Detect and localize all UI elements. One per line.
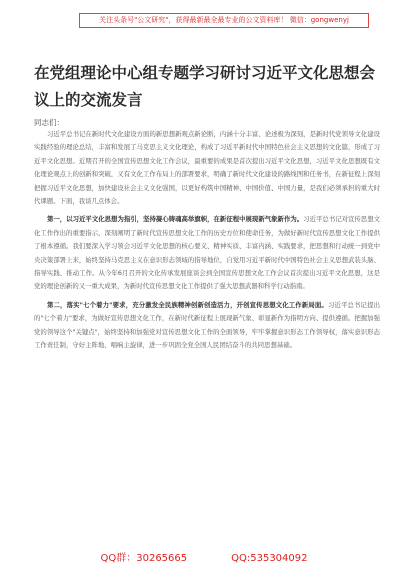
promo-banner: 关注头条号"公文研究"，获得最新最全最专业的公文资料库！ 微信：gongwenyj [79, 13, 369, 28]
section-paragraph [34, 213, 380, 293]
contact-footer [0, 549, 408, 564]
qq-group-text: QQ群：30265665 [100, 553, 188, 564]
salutation: 同志们： [34, 118, 64, 127]
section-text: 习近平总书记提出的"七个着力"要求，为做好宣传思想文化工作，在新时代新征程上展现新气象、彰显新作为指明方向、提供遵循。把握加强党的领导这个"关键点"，始终坚持和加强党对宣传思想文化工作的全面领导，牢牢掌握意识形态工作领导权，落实意识形态工作责任制，守好主阵地、唱响主旋律，进一步巩固全党全国人民团结奋斗的共同思想基础。 [34, 300, 380, 350]
document-title: 在党组理论中心组专题学习研讨习近平文化思想会议上的交流发言 [34, 64, 376, 109]
section-text: 习近平总书记对宣传思想文化工作作出的重要指示，深刻阐明了新时代宣传思想文化工作的历史方位和使命任务，为做好新时代宣传思想文化工作提供了根本遵循。我们要深入学习领会习近平文化思想的核心要义、精神实质、丰富内涵、实践要求，把思想和行动统一到党中央决策部署上来，始终坚持马克思主义在意识形态领域的指导地位，自觉用习近平新时代中国特色社会主义思想武装头脑、指导实践、推动工作。从今年6月召开的文化传承发展座谈会到全国宣传思想文化工作会议首次提出习近平文化思想，这是党的理论创新的又一重大成果，为新时代宣传思想文化工作提供了强大思想武器和科学行动指南。 [34, 215, 381, 291]
intro-paragraph: 习近平总书记在新时代文化建设方面的新思想新观点新论断，内涵十分丰富、论述极为深刻，是新时代党领导文化建设实践经验的理论总结，丰富和发展了马克思主义文化理论，构成了习近平新时代中国特色社会主义思想的文化篇，形成了习近平文化思想。近期召开的全国宣传思想文化工作会议，最重要的成果是首次提出习近平文化思想，习近平文化思想既有文化理论观点上的创新和突破，又有文化工作布局上的部署要求，明确了新时代文化建设的路线图和任务书，在新征程上深刻把握习近平文化思想，加快建设社会主义文化强国，以更好构筑中国精神、中国价值、中国力量，是我们必须承担的重大时代课题。下面，我谈几点体会。 [34, 130, 380, 206]
section-heading: 第一，以习近平文化思想为指引，坚持凝心铸魂高举旗帜，在新征程中展现新气象新作为。 [47, 215, 304, 224]
section-heading: 第二，落实"七个着力"要求，充分激发全民族精神创新创造活力，开创宣传思想文化工作新局面。 [47, 300, 328, 309]
section-paragraph [34, 299, 380, 353]
qq-text: QQ:535304092 [231, 553, 308, 564]
document-body [34, 128, 380, 358]
